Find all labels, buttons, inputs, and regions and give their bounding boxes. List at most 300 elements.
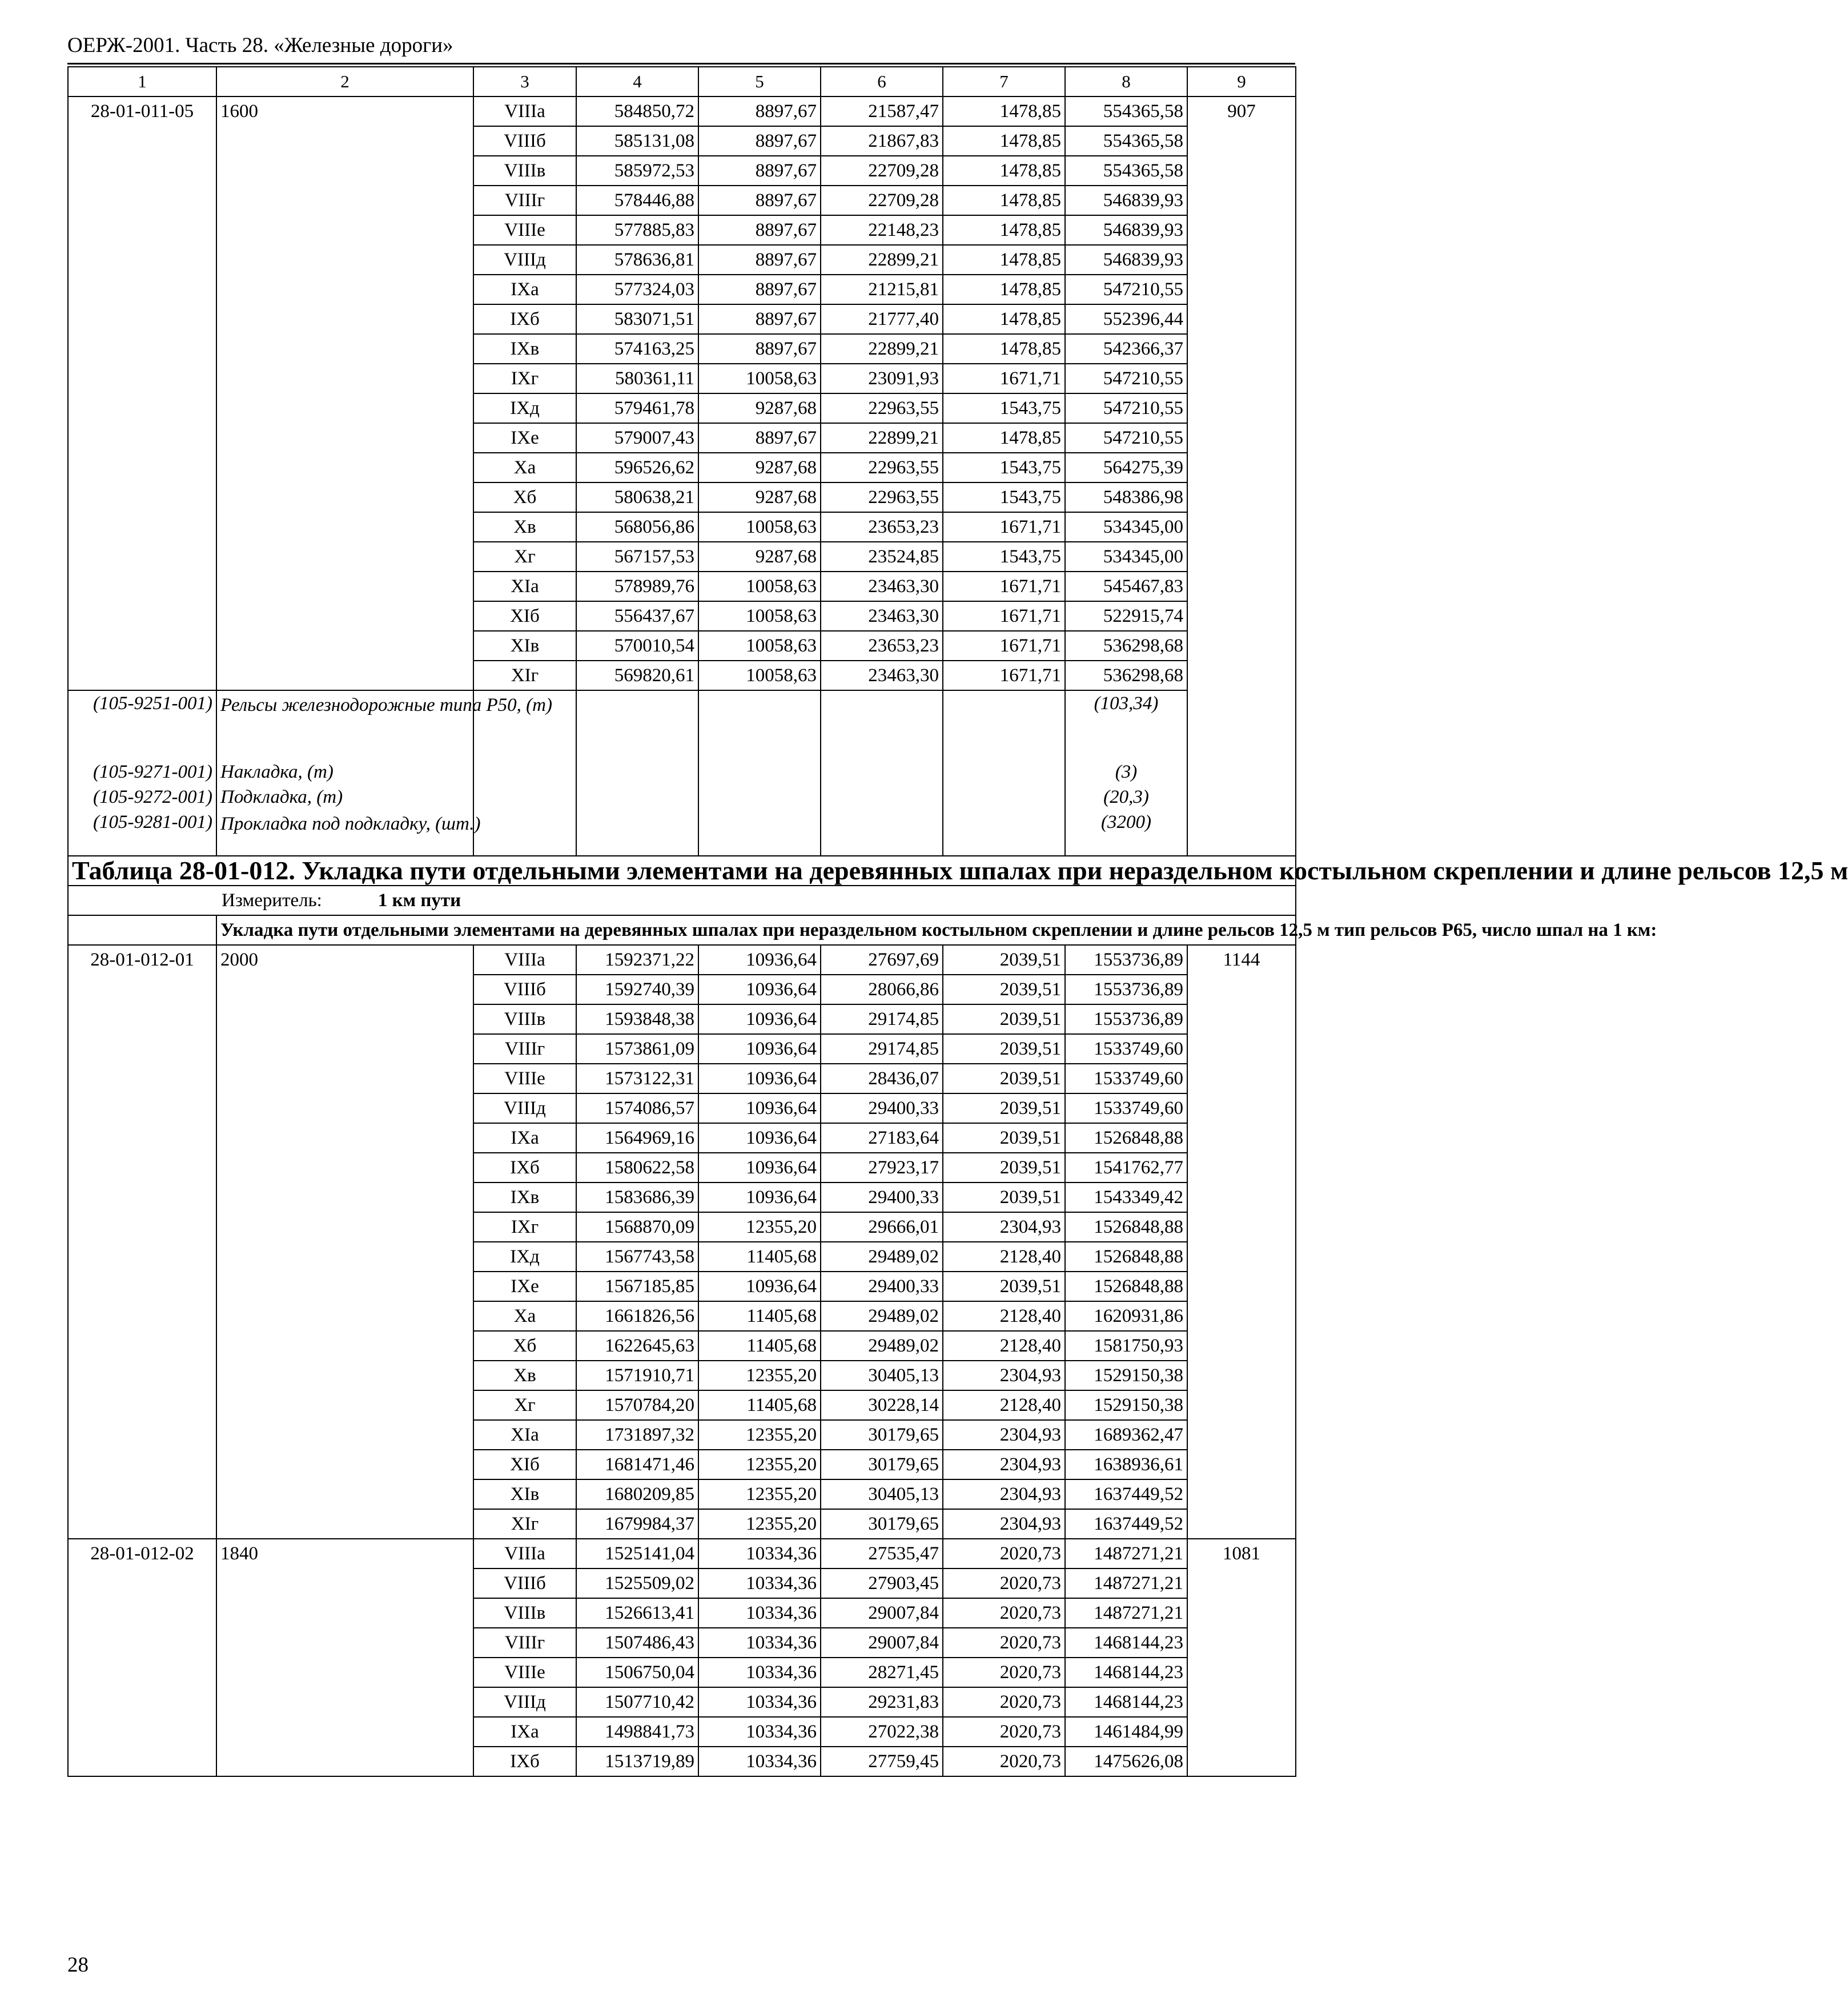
- value-cell: 1478,85: [943, 245, 1065, 275]
- value-cell: 1526848,88: [1065, 1272, 1187, 1301]
- zone-cell: IXб: [473, 1153, 576, 1183]
- value-cell: 1543,75: [943, 393, 1065, 423]
- zone-cell: VIIIв: [473, 1598, 576, 1628]
- zone-cell: IXе: [473, 1272, 576, 1301]
- material-value: (3200): [1101, 812, 1151, 832]
- value-cell: 10058,63: [698, 631, 821, 661]
- value-cell: 22963,55: [821, 482, 943, 512]
- value-cell: 1568870,09: [576, 1212, 698, 1242]
- zone-cell: Xа: [473, 453, 576, 482]
- value-cell: 547210,55: [1065, 393, 1187, 423]
- value-cell: 1533749,60: [1065, 1064, 1187, 1093]
- value-cell: 1564969,16: [576, 1123, 698, 1153]
- value-cell: 12355,20: [698, 1361, 821, 1390]
- zone-cell: Xв: [473, 1361, 576, 1390]
- value-cell: 23524,85: [821, 542, 943, 572]
- value-cell: 546839,93: [1065, 215, 1187, 245]
- column-number: 5: [698, 67, 821, 96]
- value-cell: 23091,93: [821, 364, 943, 393]
- value-cell: 1570784,20: [576, 1390, 698, 1420]
- table-row: [68, 1539, 1296, 1568]
- value-cell: 585131,08: [576, 126, 698, 156]
- value-cell: 27022,38: [821, 1717, 943, 1747]
- column-number: 3: [473, 67, 576, 96]
- material-name: Рельсы железнодорожные типа Р50, (т): [220, 695, 552, 715]
- value-cell: 23463,30: [821, 572, 943, 601]
- zone-cell: VIIIа: [473, 1539, 576, 1568]
- value-cell: 12355,20: [698, 1450, 821, 1479]
- value-cell: 9287,68: [698, 453, 821, 482]
- empty-cell: [821, 690, 943, 856]
- value-cell: 1526848,88: [1065, 1242, 1187, 1272]
- value-cell: 546839,93: [1065, 186, 1187, 215]
- value-cell: 1529150,38: [1065, 1361, 1187, 1390]
- value-cell: 10334,36: [698, 1687, 821, 1717]
- value-cell: 2039,51: [943, 1004, 1065, 1034]
- value-cell: 534345,00: [1065, 512, 1187, 542]
- labor-cell: 1144: [1187, 945, 1296, 1539]
- zone-cell: Xг: [473, 1390, 576, 1420]
- value-cell: 2020,73: [943, 1658, 1065, 1687]
- meter-value: 1 км пути: [377, 890, 461, 911]
- value-cell: 2128,40: [943, 1331, 1065, 1361]
- zone-cell: IXб: [473, 1747, 576, 1776]
- value-cell: 1533749,60: [1065, 1034, 1187, 1064]
- value-cell: 1475626,08: [1065, 1747, 1187, 1776]
- value-cell: 10334,36: [698, 1658, 821, 1687]
- zone-cell: IXе: [473, 423, 576, 453]
- value-cell: 1671,71: [943, 631, 1065, 661]
- value-cell: 10334,36: [698, 1568, 821, 1598]
- value-cell: 570010,54: [576, 631, 698, 661]
- value-cell: 22963,55: [821, 453, 943, 482]
- rate-parameter: 1600: [216, 96, 473, 690]
- column-number: 7: [943, 67, 1065, 96]
- description-row: [68, 915, 1296, 945]
- value-cell: 536298,68: [1065, 661, 1187, 690]
- value-cell: 1525141,04: [576, 1539, 698, 1568]
- value-cell: 2039,51: [943, 1034, 1065, 1064]
- value-cell: 1583686,39: [576, 1183, 698, 1212]
- value-cell: 1478,85: [943, 186, 1065, 215]
- value-cell: 27697,69: [821, 945, 943, 975]
- value-cell: 1680209,85: [576, 1479, 698, 1509]
- value-cell: 2304,93: [943, 1212, 1065, 1242]
- value-cell: 2304,93: [943, 1420, 1065, 1450]
- value-cell: 22899,21: [821, 334, 943, 364]
- empty-cell: [698, 690, 821, 856]
- value-cell: 1478,85: [943, 215, 1065, 245]
- zone-cell: VIIIб: [473, 126, 576, 156]
- zone-cell: XIа: [473, 572, 576, 601]
- value-cell: 29007,84: [821, 1628, 943, 1658]
- value-cell: 2020,73: [943, 1687, 1065, 1717]
- value-cell: 2128,40: [943, 1390, 1065, 1420]
- value-cell: 1478,85: [943, 334, 1065, 364]
- value-cell: 9287,68: [698, 542, 821, 572]
- value-cell: 1637449,52: [1065, 1479, 1187, 1509]
- value-cell: 574163,25: [576, 334, 698, 364]
- value-cell: 27183,64: [821, 1123, 943, 1153]
- column-number: 2: [216, 67, 473, 96]
- zone-cell: IXб: [473, 304, 576, 334]
- value-cell: 584850,72: [576, 96, 698, 126]
- header-rule: [67, 63, 1295, 65]
- value-cell: 10936,64: [698, 1272, 821, 1301]
- value-cell: 29489,02: [821, 1242, 943, 1272]
- value-cell: 1689362,47: [1065, 1420, 1187, 1450]
- material-value: (3): [1115, 762, 1138, 782]
- material-values: [1065, 690, 1187, 856]
- value-cell: 1661826,56: [576, 1301, 698, 1331]
- zone-cell: XIб: [473, 601, 576, 631]
- value-cell: 1571910,71: [576, 1361, 698, 1390]
- value-cell: 12355,20: [698, 1420, 821, 1450]
- value-cell: 8897,67: [698, 96, 821, 126]
- value-cell: 29489,02: [821, 1301, 943, 1331]
- zone-cell: VIIIг: [473, 1034, 576, 1064]
- value-cell: 552396,44: [1065, 304, 1187, 334]
- value-cell: 578446,88: [576, 186, 698, 215]
- value-cell: 579461,78: [576, 393, 698, 423]
- value-cell: 10936,64: [698, 1123, 821, 1153]
- value-cell: 1574086,57: [576, 1093, 698, 1123]
- value-cell: 585972,53: [576, 156, 698, 186]
- zone-cell: VIIIб: [473, 975, 576, 1004]
- value-cell: 10334,36: [698, 1628, 821, 1658]
- value-cell: 2020,73: [943, 1717, 1065, 1747]
- value-cell: 542366,37: [1065, 334, 1187, 364]
- value-cell: 1461484,99: [1065, 1717, 1187, 1747]
- value-cell: 21587,47: [821, 96, 943, 126]
- value-cell: 8897,67: [698, 186, 821, 215]
- value-cell: 2039,51: [943, 945, 1065, 975]
- value-cell: 2304,93: [943, 1450, 1065, 1479]
- value-cell: 534345,00: [1065, 542, 1187, 572]
- labor-cell: 1081: [1187, 1539, 1296, 1776]
- value-cell: 1526848,88: [1065, 1212, 1187, 1242]
- value-cell: 8897,67: [698, 156, 821, 186]
- value-cell: 580638,21: [576, 482, 698, 512]
- value-cell: 8897,67: [698, 304, 821, 334]
- value-cell: 1681471,46: [576, 1450, 698, 1479]
- value-cell: 27759,45: [821, 1747, 943, 1776]
- value-cell: 548386,98: [1065, 482, 1187, 512]
- zone-cell: XIб: [473, 1450, 576, 1479]
- zone-cell: VIIIб: [473, 1568, 576, 1598]
- rate-code: 28-01-012-01: [68, 945, 216, 1539]
- value-cell: 29174,85: [821, 1034, 943, 1064]
- value-cell: 554365,58: [1065, 126, 1187, 156]
- table-row: [68, 945, 1296, 975]
- value-cell: 1507710,42: [576, 1687, 698, 1717]
- value-cell: 554365,58: [1065, 156, 1187, 186]
- value-cell: 1553736,89: [1065, 945, 1187, 975]
- value-cell: 8897,67: [698, 334, 821, 364]
- value-cell: 2020,73: [943, 1747, 1065, 1776]
- value-cell: 1513719,89: [576, 1747, 698, 1776]
- value-cell: 2020,73: [943, 1598, 1065, 1628]
- value-cell: 2039,51: [943, 1123, 1065, 1153]
- value-cell: 22709,28: [821, 156, 943, 186]
- column-number: 6: [821, 67, 943, 96]
- value-cell: 30228,14: [821, 1390, 943, 1420]
- value-cell: 1671,71: [943, 601, 1065, 631]
- value-cell: 547210,55: [1065, 423, 1187, 453]
- value-cell: 22899,21: [821, 423, 943, 453]
- value-cell: 547210,55: [1065, 275, 1187, 304]
- value-cell: 8897,67: [698, 245, 821, 275]
- value-cell: 2128,40: [943, 1301, 1065, 1331]
- value-cell: 11405,68: [698, 1331, 821, 1361]
- zone-cell: IXв: [473, 1183, 576, 1212]
- value-cell: 1533749,60: [1065, 1093, 1187, 1123]
- value-cell: 583071,51: [576, 304, 698, 334]
- table-title: Таблица 28-01-012. Укладка пути отдельными элементами на деревянных шпалах при нераздельном костыльном скреплении и длине рельсов 12,5 м: [72, 856, 1848, 885]
- value-cell: 1553736,89: [1065, 1004, 1187, 1034]
- value-cell: 10936,64: [698, 1183, 821, 1212]
- value-cell: 27903,45: [821, 1568, 943, 1598]
- value-cell: 22148,23: [821, 215, 943, 245]
- value-cell: 1487271,21: [1065, 1598, 1187, 1628]
- value-cell: 556437,67: [576, 601, 698, 631]
- value-cell: 1671,71: [943, 364, 1065, 393]
- value-cell: 1525509,02: [576, 1568, 698, 1598]
- value-cell: 1478,85: [943, 423, 1065, 453]
- value-cell: 29007,84: [821, 1598, 943, 1628]
- meter-label: Измеритель:: [222, 890, 322, 911]
- rates-table: [67, 66, 1848, 1777]
- zone-cell: Xг: [473, 542, 576, 572]
- meter-row: [68, 886, 1296, 915]
- value-cell: 2039,51: [943, 975, 1065, 1004]
- zone-cell: Xб: [473, 1331, 576, 1361]
- zone-cell: Xв: [473, 512, 576, 542]
- zone-cell: VIIIг: [473, 1628, 576, 1658]
- value-cell: 2304,93: [943, 1361, 1065, 1390]
- value-cell: 1506750,04: [576, 1658, 698, 1687]
- value-cell: 23463,30: [821, 601, 943, 631]
- value-cell: 1592740,39: [576, 975, 698, 1004]
- material-code: (105-9272-001): [93, 787, 212, 807]
- zone-cell: XIв: [473, 631, 576, 661]
- rate-parameter: 1840: [216, 1539, 473, 1776]
- value-cell: 1622645,63: [576, 1331, 698, 1361]
- running-header: ОЕРЖ-2001. Часть 28. «Железные дороги»: [67, 34, 453, 57]
- value-cell: 522915,74: [1065, 601, 1187, 631]
- value-cell: 28436,07: [821, 1064, 943, 1093]
- value-cell: 1478,85: [943, 275, 1065, 304]
- value-cell: 29231,83: [821, 1687, 943, 1717]
- value-cell: 29400,33: [821, 1272, 943, 1301]
- table-caption: [68, 856, 1848, 886]
- zone-cell: VIIIе: [473, 1064, 576, 1093]
- value-cell: 10058,63: [698, 364, 821, 393]
- value-cell: 577885,83: [576, 215, 698, 245]
- value-cell: 27923,17: [821, 1153, 943, 1183]
- value-cell: 1543,75: [943, 453, 1065, 482]
- value-cell: 9287,68: [698, 482, 821, 512]
- value-cell: 2304,93: [943, 1479, 1065, 1509]
- value-cell: 1671,71: [943, 572, 1065, 601]
- value-cell: 10334,36: [698, 1539, 821, 1568]
- value-cell: 8897,67: [698, 275, 821, 304]
- material-value: (103,34): [1094, 693, 1159, 714]
- zone-cell: Xа: [473, 1301, 576, 1331]
- value-cell: 29666,01: [821, 1212, 943, 1242]
- zone-cell: IXд: [473, 393, 576, 423]
- value-cell: 2039,51: [943, 1272, 1065, 1301]
- empty-cell: [68, 915, 216, 945]
- value-cell: 11405,68: [698, 1390, 821, 1420]
- value-cell: 1671,71: [943, 512, 1065, 542]
- value-cell: 29400,33: [821, 1183, 943, 1212]
- value-cell: 22709,28: [821, 186, 943, 215]
- value-cell: 578989,76: [576, 572, 698, 601]
- value-cell: 580361,11: [576, 364, 698, 393]
- value-cell: 30405,13: [821, 1361, 943, 1390]
- value-cell: 579007,43: [576, 423, 698, 453]
- section-description: Укладка пути отдельными элементами на деревянных шпалах при нераздельном костыльном скреплении и длине рельсов 12,5 м тип рельсов Р65, число шпал на 1 км:: [216, 915, 1296, 945]
- value-cell: 1526613,41: [576, 1598, 698, 1628]
- value-cell: 29489,02: [821, 1331, 943, 1361]
- material-codes: [68, 690, 216, 856]
- value-cell: 1478,85: [943, 156, 1065, 186]
- value-cell: 1487271,21: [1065, 1539, 1187, 1568]
- zone-cell: VIIIа: [473, 96, 576, 126]
- zone-cell: VIIIв: [473, 1004, 576, 1034]
- value-cell: 21867,83: [821, 126, 943, 156]
- column-number: 1: [68, 67, 216, 96]
- material-name: Подкладка, (т): [220, 787, 343, 807]
- meter-cell: [68, 886, 1296, 915]
- value-cell: 1529150,38: [1065, 1390, 1187, 1420]
- value-cell: 596526,62: [576, 453, 698, 482]
- value-cell: 1581750,93: [1065, 1331, 1187, 1361]
- value-cell: 10334,36: [698, 1598, 821, 1628]
- value-cell: 1526848,88: [1065, 1123, 1187, 1153]
- value-cell: 28271,45: [821, 1658, 943, 1687]
- page-number: 28: [67, 1953, 89, 1977]
- value-cell: 10058,63: [698, 512, 821, 542]
- zone-cell: XIг: [473, 1509, 576, 1539]
- value-cell: 577324,03: [576, 275, 698, 304]
- value-cell: 1679984,37: [576, 1509, 698, 1539]
- value-cell: 23653,23: [821, 512, 943, 542]
- value-cell: 564275,39: [1065, 453, 1187, 482]
- value-cell: 1553736,89: [1065, 975, 1187, 1004]
- value-cell: 10936,64: [698, 975, 821, 1004]
- value-cell: 1543,75: [943, 482, 1065, 512]
- value-cell: 8897,67: [698, 423, 821, 453]
- value-cell: 1487271,21: [1065, 1568, 1187, 1598]
- value-cell: 12355,20: [698, 1479, 821, 1509]
- value-cell: 2020,73: [943, 1568, 1065, 1598]
- material-code: (105-9271-001): [93, 762, 212, 782]
- value-cell: 10936,64: [698, 1034, 821, 1064]
- value-cell: 1580622,58: [576, 1153, 698, 1183]
- value-cell: 568056,86: [576, 512, 698, 542]
- value-cell: 1638936,61: [1065, 1450, 1187, 1479]
- value-cell: 546839,93: [1065, 245, 1187, 275]
- zone-cell: Xб: [473, 482, 576, 512]
- value-cell: 1543349,42: [1065, 1183, 1187, 1212]
- value-cell: 23463,30: [821, 661, 943, 690]
- zone-cell: VIIIг: [473, 186, 576, 215]
- value-cell: 29174,85: [821, 1004, 943, 1034]
- material-code: (105-9251-001): [93, 693, 212, 714]
- zone-cell: IXа: [473, 1717, 576, 1747]
- empty-cell: [943, 690, 1065, 856]
- table-row: [68, 96, 1296, 126]
- value-cell: 2304,93: [943, 1509, 1065, 1539]
- value-cell: 1573861,09: [576, 1034, 698, 1064]
- column-number: 4: [576, 67, 698, 96]
- material-value: (20,3): [1103, 787, 1149, 807]
- value-cell: 30179,65: [821, 1420, 943, 1450]
- zone-cell: VIIIд: [473, 1093, 576, 1123]
- value-cell: 2039,51: [943, 1183, 1065, 1212]
- value-cell: 30179,65: [821, 1450, 943, 1479]
- value-cell: 1637449,52: [1065, 1509, 1187, 1539]
- value-cell: 1541762,77: [1065, 1153, 1187, 1183]
- value-cell: 8897,67: [698, 126, 821, 156]
- rate-parameter: 2000: [216, 945, 473, 1539]
- value-cell: 1468144,23: [1065, 1658, 1187, 1687]
- zone-cell: IXа: [473, 1123, 576, 1153]
- value-cell: 536298,68: [1065, 631, 1187, 661]
- value-cell: 1731897,32: [576, 1420, 698, 1450]
- value-cell: 1573122,31: [576, 1064, 698, 1093]
- zone-cell: XIг: [473, 661, 576, 690]
- value-cell: 22899,21: [821, 245, 943, 275]
- value-cell: 1478,85: [943, 96, 1065, 126]
- value-cell: 2039,51: [943, 1093, 1065, 1123]
- column-number: 8: [1065, 67, 1187, 96]
- value-cell: 1543,75: [943, 542, 1065, 572]
- rate-code: 28-01-011-05: [68, 96, 216, 690]
- value-cell: 578636,81: [576, 245, 698, 275]
- zone-cell: VIIIе: [473, 215, 576, 245]
- value-cell: 11405,68: [698, 1242, 821, 1272]
- value-cell: 1468144,23: [1065, 1628, 1187, 1658]
- zone-cell: IXв: [473, 334, 576, 364]
- material-name: Накладка, (т): [220, 762, 334, 782]
- rate-code: 28-01-012-02: [68, 1539, 216, 1776]
- value-cell: 10936,64: [698, 945, 821, 975]
- value-cell: 9287,68: [698, 393, 821, 423]
- value-cell: 10936,64: [698, 1064, 821, 1093]
- value-cell: 547210,55: [1065, 364, 1187, 393]
- value-cell: 1498841,73: [576, 1717, 698, 1747]
- value-cell: 30179,65: [821, 1509, 943, 1539]
- labor-cell: 907: [1187, 96, 1296, 856]
- value-cell: 1567185,85: [576, 1272, 698, 1301]
- value-cell: 23653,23: [821, 631, 943, 661]
- value-cell: 28066,86: [821, 975, 943, 1004]
- zone-cell: VIIIд: [473, 1687, 576, 1717]
- value-cell: 10058,63: [698, 572, 821, 601]
- value-cell: 1478,85: [943, 126, 1065, 156]
- zone-cell: XIв: [473, 1479, 576, 1509]
- value-cell: 1468144,23: [1065, 1687, 1187, 1717]
- value-cell: 569820,61: [576, 661, 698, 690]
- value-cell: 1592371,22: [576, 945, 698, 975]
- value-cell: 2128,40: [943, 1242, 1065, 1272]
- value-cell: 1620931,86: [1065, 1301, 1187, 1331]
- value-cell: 2039,51: [943, 1064, 1065, 1093]
- value-cell: 1478,85: [943, 304, 1065, 334]
